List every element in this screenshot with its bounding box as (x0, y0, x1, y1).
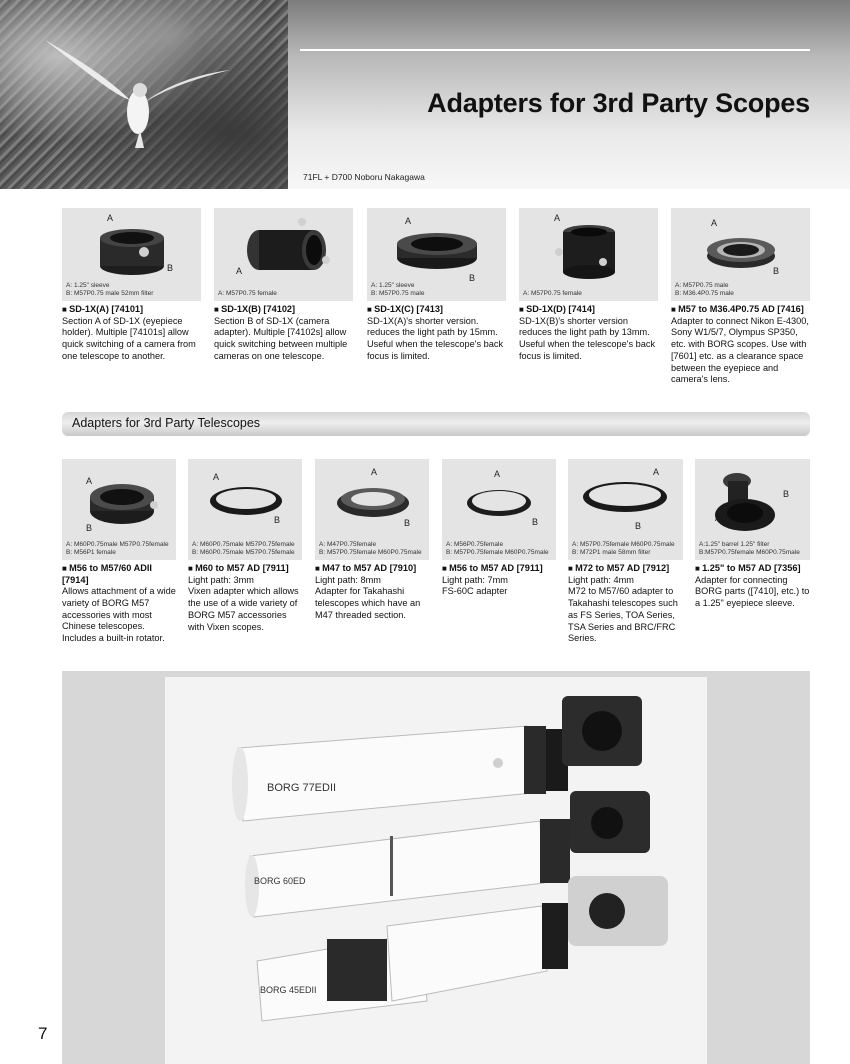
product-description: SD-1X(B)'s shorter version reduces the light path by 13mm. Useful when the telescope's back focus is limited. (519, 315, 656, 361)
spec-text: A: M57P0.75 female (218, 290, 277, 297)
product-card-sd1x-b (214, 208, 353, 363)
label-b: B (635, 521, 642, 531)
product-description: SD-1X(A)'s shorter version. reduces the light path by 15mm. Useful when the telescope's back focus is limited. (367, 315, 504, 361)
product-card-125-m57 (695, 459, 810, 610)
spec-text: A: M60P0.75male M57P0.75female B: M60P0.75male M57P0.75female (192, 541, 295, 556)
tube-label: BORG 77EDII (267, 782, 337, 794)
product-name: ■ M56 to M57 AD [7911] (442, 563, 543, 573)
bird-photo (0, 0, 288, 189)
spec-text: A: M60P0.75male M57P0.75female B: M56P1 female (66, 541, 169, 556)
spec-text: A:1.25" barrel 1.25" filter B:M57P0.75female M60P0.75male (699, 541, 800, 556)
label-b: B (86, 523, 93, 533)
product-card-m72-m57 (568, 459, 683, 645)
product-image (519, 208, 658, 301)
product-name: ■ SD-1X(D) [7414] (519, 304, 595, 314)
label-a: A (405, 216, 412, 226)
telescopes-illustration (62, 671, 810, 1064)
camera-adapter-icon (519, 208, 658, 301)
product-description: Adapter for connecting BORG parts ([7410], etc.) to a 1.25" eyepiece sleeve. (695, 574, 810, 609)
label-a: A (494, 469, 501, 479)
product-name: ■ SD-1X(B) [74102] (214, 304, 296, 314)
product-description: Section B of SD-1X (camera adapter). Multiple [74102s] allow quick switching between multiple cameras on one telescope. (214, 315, 348, 361)
product-card-m56-m57 (442, 459, 556, 598)
product-card-sd1x-c (367, 208, 506, 363)
label-a: A (711, 218, 718, 228)
tube-label: BORG 45EDII (260, 985, 317, 995)
product-name: ■ SD-1X(A) [74101] (62, 304, 144, 314)
section-title: Adapters for 3rd Party Telescopes (72, 416, 261, 430)
product-image (214, 208, 353, 301)
product-description: Light path: 4mm M72 to M57/60 adapter to Takahashi telescopes such as FS Series, TOA Series, TSA Series and BRC/FRC Series. (568, 574, 678, 644)
page-title: Adapters for 3rd Party Scopes (427, 88, 810, 118)
product-card-m60-m57 (188, 459, 302, 633)
label-a: A (86, 476, 93, 486)
header-divider (300, 49, 810, 51)
spec-text: A: 1.25" sleeve B: M57P0.75 male 52mm filter (66, 282, 154, 297)
photo-credit: 71FL + D700 Noboru Nakagawa (303, 172, 425, 182)
spec-text: A: 1.25" sleeve B: M57P0.75 male (371, 282, 425, 297)
product-description: Light path: 3mm Vixen adapter which allows the use of a wide variety of BORG M57 accessories with Vixen scopes. (188, 574, 299, 632)
product-card-sd1x-a (62, 208, 201, 363)
product-description: Light path: 8mm Adapter for Takahashi telescopes which have an M47 threaded section. (315, 574, 421, 620)
product-name: ■ SD-1X(C) [7413] (367, 304, 443, 314)
product-name: ■ M47 to M57 AD [7910] (315, 563, 417, 573)
product-description: Light path: 7mm FS-60C adapter (442, 574, 508, 597)
label-a: A (236, 266, 243, 276)
label-b: B (167, 263, 174, 273)
product-image (62, 459, 176, 560)
product-description: Adapter to connect Nikon E-4300, Sony W1/5/7, Olympus SP350, etc. with BORG scopes. Use with [7601] etc. as a clearance space between the eyepiece and camera's lens. (671, 315, 809, 385)
product-image (671, 208, 810, 301)
spec-text: A: M57P0.75female M60P0.75male B: M72P1 male 58mm filter (572, 541, 675, 556)
kingfisher-illustration (40, 30, 240, 160)
label-a: A (554, 213, 561, 223)
product-name: ■ M57 to M36.4P0.75 AD [7416] (671, 304, 804, 314)
page-number: 7 (38, 1024, 48, 1043)
product-description: Allows attachment of a wide variety of BORG M57 accessories with most Chinese telescopes. Includes a built-in rotator. (62, 586, 176, 644)
label-b: B (404, 518, 411, 528)
camera-adapter-icon (214, 208, 353, 301)
label-a: A (371, 467, 378, 477)
product-card-m56-m57-60 (62, 459, 176, 645)
product-name: ■ M60 to M57 AD [7911] (188, 563, 289, 573)
product-card-sd1x-d (519, 208, 658, 363)
product-image (367, 208, 506, 301)
product-image (695, 459, 810, 560)
label-a: A (213, 472, 220, 482)
label-a: A (107, 213, 114, 223)
product-image (62, 208, 201, 301)
label-b: B (274, 515, 281, 525)
label-b: B (773, 266, 780, 276)
spec-text: A: M57P0.75 female (523, 290, 582, 297)
product-image (188, 459, 302, 560)
label-b: B (783, 489, 790, 499)
tube-label: BORG 60ED (254, 876, 306, 886)
product-card-m57-m36 (671, 208, 810, 386)
label-b: B (469, 273, 476, 283)
product-card-m47-m57 (315, 459, 429, 622)
label-a: A (653, 467, 660, 477)
product-image (315, 459, 429, 560)
product-name: ■ 1.25" to M57 AD [7356] (695, 563, 801, 573)
telescopes-photo (62, 671, 810, 1064)
section-header (62, 412, 810, 436)
product-image (442, 459, 556, 560)
spec-text: A: M57P0.75 male B: M36.4P0.75 male (675, 282, 734, 297)
product-name: ■ M72 to M57 AD [7912] (568, 563, 670, 573)
label-b: B (532, 517, 539, 527)
product-name: ■ M56 to M57/60 ADII [7914] (62, 563, 152, 585)
product-description: Section A of SD-1X (eyepiece holder). Multiple [74101s] allow quick switching of a camera from one telescope to another. (62, 315, 196, 361)
product-image (568, 459, 683, 560)
spec-text: A: M56P0.75female B: M57P0.75female M60P0.75male (446, 541, 549, 556)
spec-text: A: M47P0.75female B: M57P0.75female M60P0.75male (319, 541, 422, 556)
